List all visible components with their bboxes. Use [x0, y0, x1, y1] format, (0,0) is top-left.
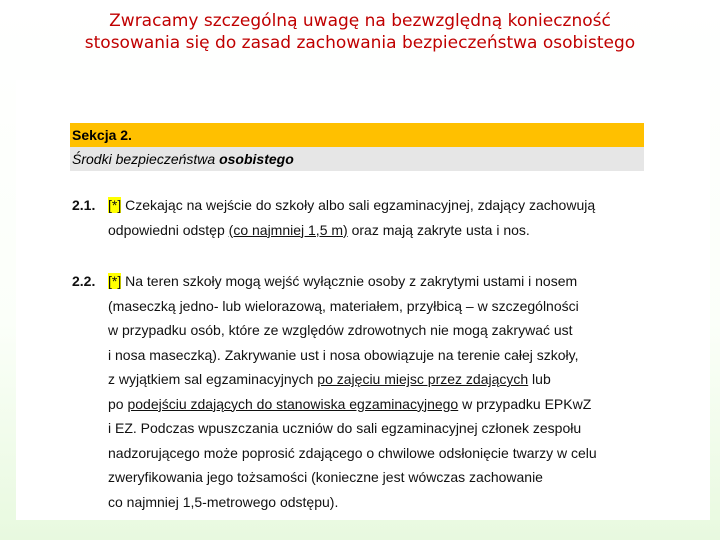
paragraph-number: 2.1.: [72, 197, 96, 213]
underlined-text: (co najmniej 1,5 m): [228, 221, 348, 238]
paragraph-line: [108, 193, 650, 218]
paragraph-line: i EZ. Podczas wpuszczania uczniów do sali egzaminacyjnej członek zespołu: [108, 420, 582, 436]
paragraph-line: w przypadku osób, które ze względów zdrowotnych nie mogą zakrywać ust: [108, 322, 573, 338]
text-run: oraz mają zakryte usta i nos.: [347, 221, 530, 238]
paragraph-line: nadzorującego może poprosić zdającego o chwilowe odsłonięcie twarzy w celu: [108, 444, 597, 461]
highlight-marker: [*]: [108, 197, 122, 213]
text-run: lub: [528, 371, 551, 387]
text-run: Na teren szkoły mogą wejść wyłącznie osoby z zakrytymi ustami i nosem: [121, 273, 578, 289]
paragraph-2-2: [70, 269, 650, 514]
slide-title-line-2: stosowania się do zasad zachowania bezpieczeństwa osobistego: [84, 33, 636, 53]
section-header: [70, 123, 644, 171]
paragraph-line: zweryfikowania jego tożsamości (konieczne jest wówczas zachowanie: [108, 469, 543, 485]
section-title-italic: Środki bezpieczeństwa: [72, 151, 216, 167]
paragraph-line: [108, 367, 650, 392]
section-number: Sekcja 2.: [70, 123, 644, 147]
text-run: odpowiedni odstęp: [108, 221, 229, 238]
underlined-text: podejściu zdających do stanowiska egzaminacyjnego: [127, 395, 459, 412]
section-title-bold: osobistego: [219, 151, 294, 167]
highlight-marker: [*]: [108, 273, 122, 289]
section-title: [70, 147, 644, 171]
paragraph-line: [108, 218, 650, 243]
underlined-text: po zajęciu miejsc przez zdających: [317, 371, 529, 387]
paragraph-line: co najmniej 1,5-metrowego odstępu).: [108, 493, 339, 510]
slide-title-line-1: Zwracamy szczególną uwagę na bezwzględną konieczność: [109, 11, 611, 31]
text-run: w przypadku EPKwZ: [458, 395, 592, 412]
paragraph-line: [108, 392, 650, 417]
document-excerpt: [16, 80, 710, 520]
text-run: z wyjątkiem sal egzaminacyjnych: [108, 371, 318, 387]
paragraph-line: [108, 269, 650, 294]
text-run: po: [108, 395, 128, 412]
paragraph-line: i nosa maseczką). Zakrywanie ust i nosa obowiązuje na terenie całej szkoły,: [108, 346, 579, 363]
paragraph-line: (maseczką jedno- lub wielorazową, materiałem, przyłbicą – w szczególności: [108, 297, 579, 314]
paragraph-number: 2.2.: [72, 273, 96, 289]
slide-title: [0, 10, 720, 54]
text-run: Czekając na wejście do szkoły albo sali egzaminacyjnej, zdający zachowują: [121, 197, 596, 213]
paragraph-2-1: [70, 193, 650, 242]
paragraph-body: [108, 193, 650, 242]
paragraph-body: [108, 269, 650, 514]
